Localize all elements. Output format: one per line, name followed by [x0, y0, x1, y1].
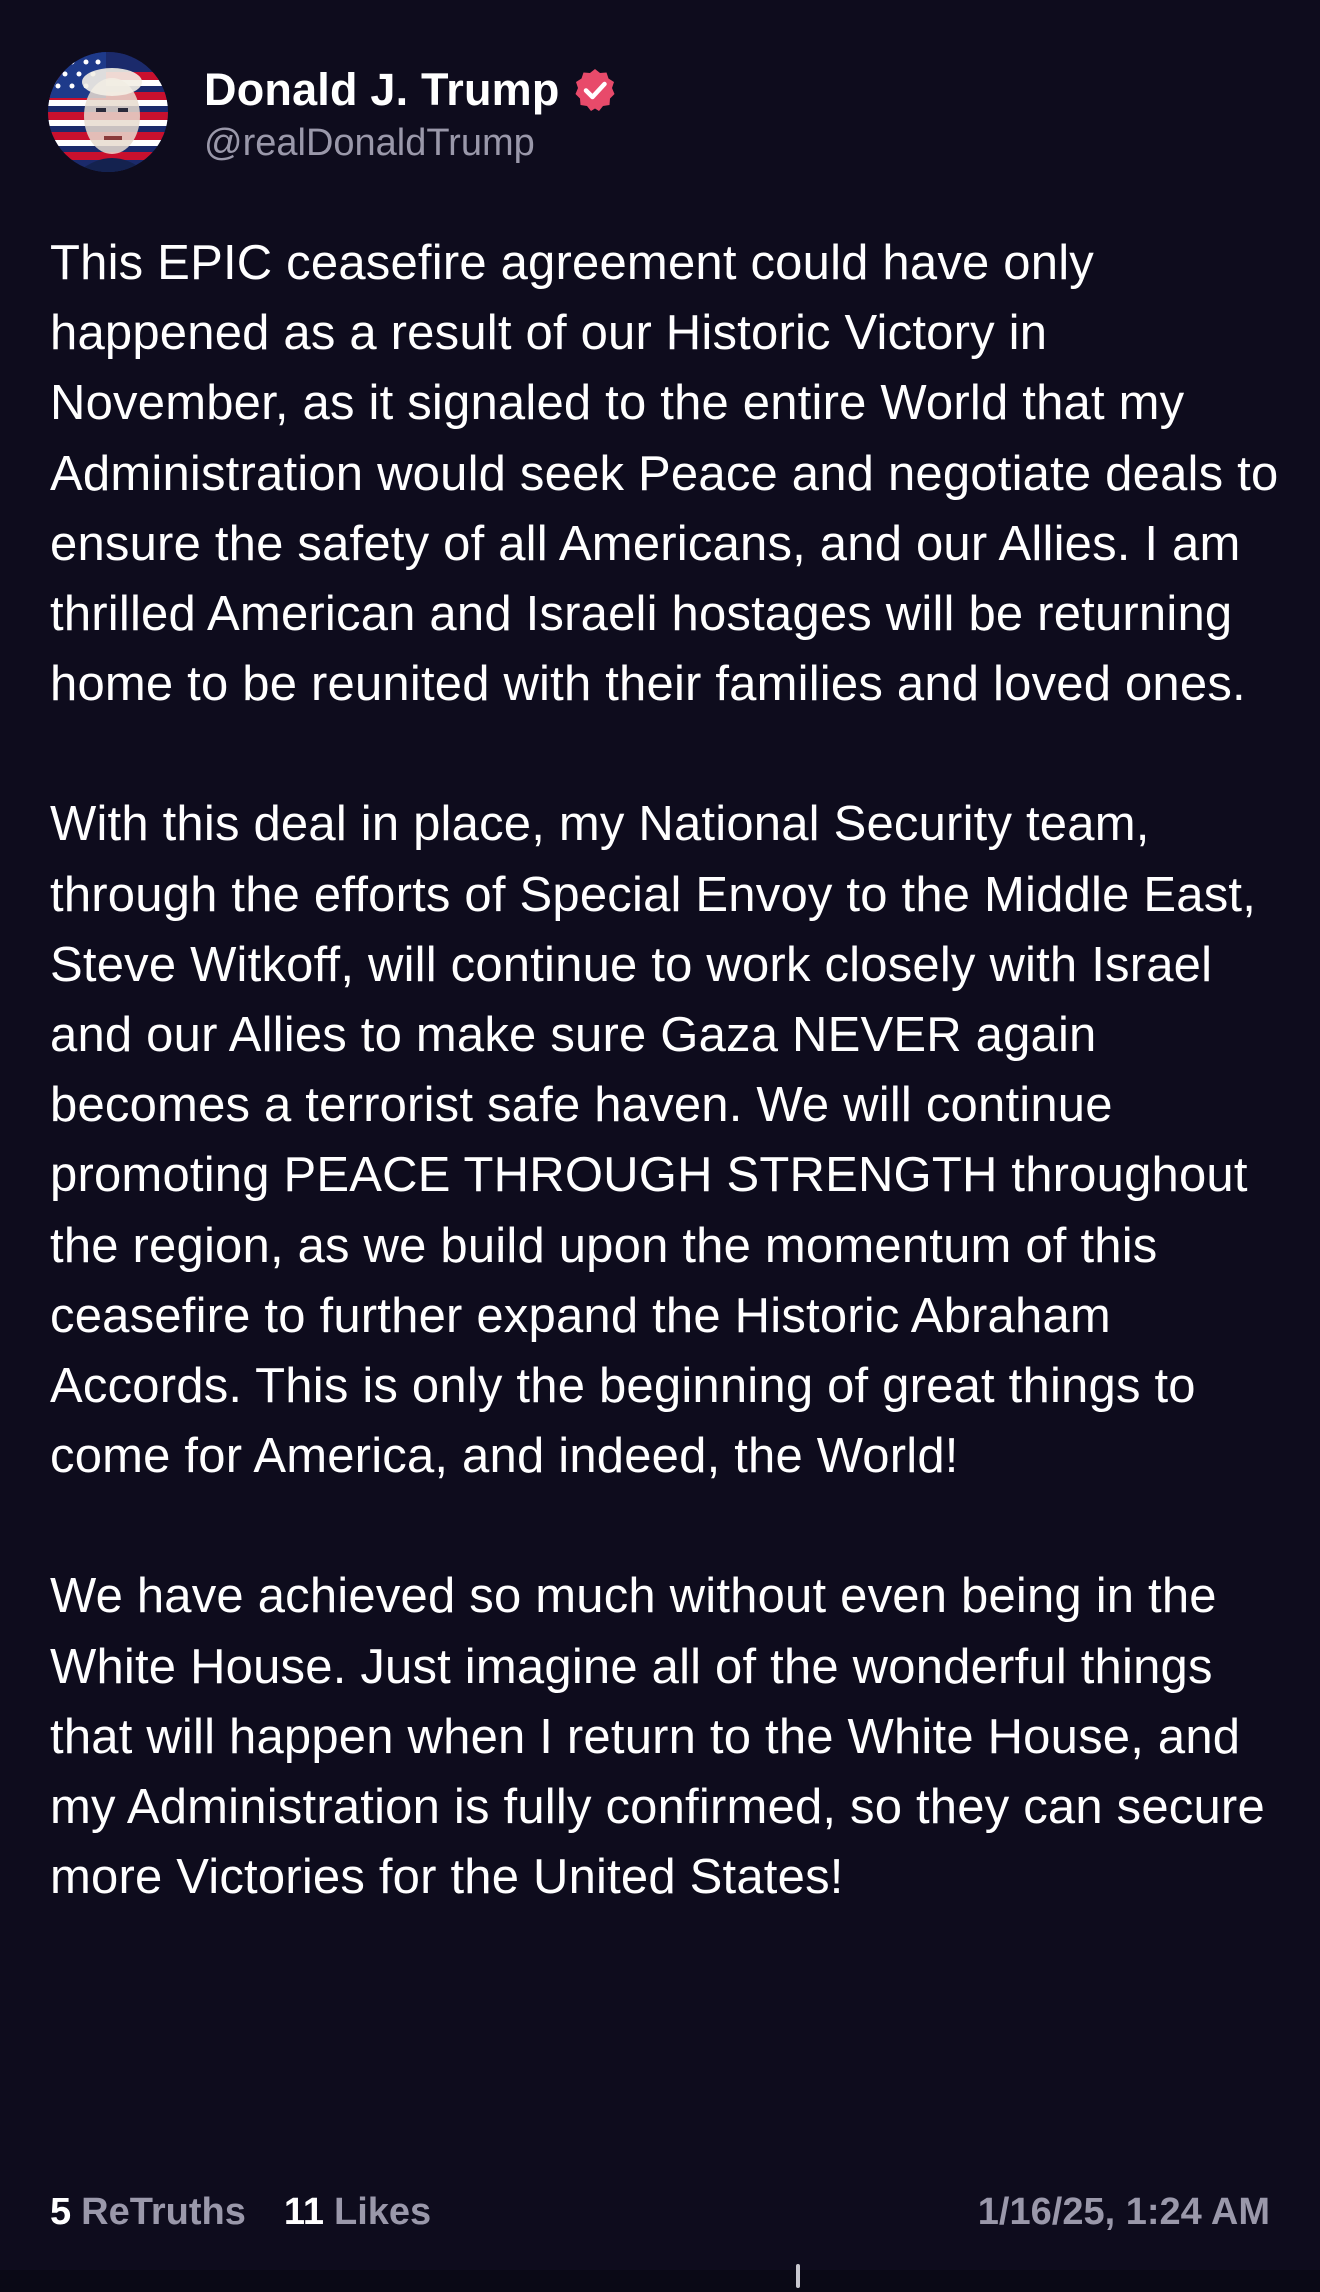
author-display-name[interactable]: Donald J. Trump	[204, 63, 560, 115]
verified-badge-icon	[572, 67, 618, 113]
likes-stat[interactable]	[284, 2191, 431, 2234]
post-body	[50, 228, 1290, 1912]
post-paragraph-2: With this deal in place, my National Security team, through the efforts of Special Envoy to the Middle East, Steve Witkoff, will continue to work closely with Israel and our Allies to make sure Gaza NEVER again becomes a terrorist safe haven. We will continue promoting PEACE THROUGH STRENGTH throughout the region, as we build upon the momentum of this ceasefire to further expand the Historic Abraham Accords. This is only the beginning of great things to come for America, and indeed, the World!	[50, 797, 1257, 1484]
author-info	[204, 60, 618, 165]
post-paragraph-3: We have achieved so much without even being in the White House. Just imagine all of the wonderful things that will happen when I return to the White House, and my Administration is fully confirmed, so they can secure more Victories for the United States!	[50, 1569, 1265, 1905]
author-handle[interactable]: @realDonaldTrump	[204, 121, 535, 164]
avatar[interactable]	[48, 52, 168, 172]
scroll-indicator	[796, 2264, 800, 2288]
post-paragraph-1: This EPIC ceasefire agreement could have only happened as a result of our Historic Victory in November, as it signaled to the entire World that my Administration would seek Peace and negotiate deals to ensure the safety of all Americans, and our Allies. I am thrilled American and Israeli hostages will be returning home to be reunited with their families and loved ones.	[50, 236, 1279, 712]
retruths-stat[interactable]	[50, 2191, 246, 2234]
post-stats	[50, 2191, 469, 2234]
name-row	[204, 60, 618, 120]
likes-count: 11	[283, 2190, 325, 2233]
flag-portrait-avatar-icon	[48, 52, 168, 172]
likes-label: Likes	[334, 2190, 432, 2233]
retruths-count: 5	[50, 2190, 72, 2233]
retruths-label: ReTruths	[81, 2190, 246, 2233]
post-header	[48, 52, 618, 172]
post-footer	[50, 2184, 1270, 2240]
home-indicator	[0, 2270, 1320, 2292]
post-timestamp[interactable]: 1/16/25, 1:24 AM	[977, 2190, 1270, 2233]
